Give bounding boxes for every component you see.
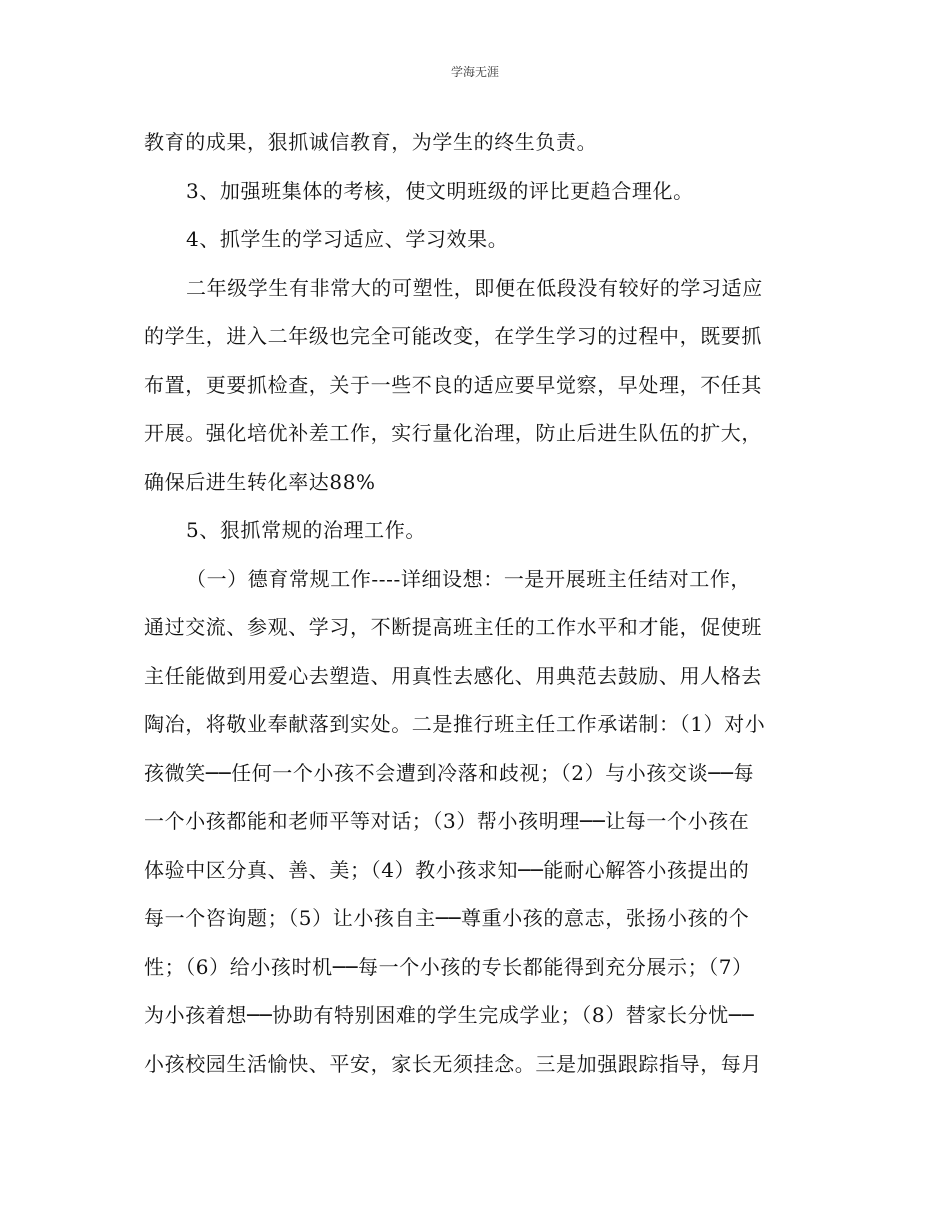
body-line: 布置，更要抓检查，关于一些不良的适应要早觉察，早处理，不任其 (144, 372, 762, 397)
body-line: 的学生，进入二年级也完全可能改变，在学生学习的过程中，既要抓 (144, 324, 762, 348)
body-line: 确保后进生转化率达88% (144, 469, 376, 494)
body-line: 性；（6）给小孩时机──每一个小孩的专长都能得到充分展示；（7） (144, 954, 753, 979)
body-line: 开展。强化培优补差工作，实行量化治理，防止后进生队伍的扩大， (144, 421, 762, 445)
body-line: 体验中区分真、善、美；（4）教小孩求知──能耐心解答小孩提出的 (144, 857, 750, 882)
body-line: 3、加强班集体的考核，使文明班级的评比更趋合理化。 (186, 178, 694, 203)
body-line: 4、抓学生的学习适应、学习效果。 (186, 227, 509, 251)
body-line: 通过交流、参观、学习，不断提高班主任的工作水平和才能，促使班 (144, 615, 762, 639)
body-line: 为小孩着想──协助有特别困难的学生完成学业；（8）替家长分忧── (144, 1003, 755, 1027)
body-line: 一个小孩都能和老师平等对话；（3）帮小孩明理──让每一个小孩在 (144, 809, 750, 833)
body-line: 教育的成果，狠抓诚信教育，为学生的终生负责。 (144, 130, 598, 154)
body-line: 每一个咨询题；（5）让小孩自主──尊重小孩的意志，张扬小孩的个 (144, 906, 750, 930)
body-line: 孩微笑──任何一个小孩不会遭到冷落和歧视；（2）与小孩交谈──每 (144, 760, 755, 785)
body-line: 5、狠抓常规的治理工作。 (186, 518, 426, 542)
body-line: 陶冶，将敬业奉献落到实处。二是推行班主任工作承诺制：（1）对小 (144, 712, 766, 736)
body-line: （一）德育常规工作----详细设想：一是开展班主任结对工作， (186, 566, 752, 591)
body-line: 主任能做到用爱心去塑造、用真性去感化、用典范去鼓励、用人格去 (144, 663, 762, 688)
page-header: 学海无涯 (450, 65, 499, 79)
body-line: 小孩校园生活愉快、平安，家长无须挂念。三是加强跟踪指导，每月 (144, 1051, 762, 1076)
document-body (144, 118, 807, 1088)
body-line: 二年级学生有非常大的可塑性，即便在低段没有较好的学习适应 (186, 275, 763, 300)
